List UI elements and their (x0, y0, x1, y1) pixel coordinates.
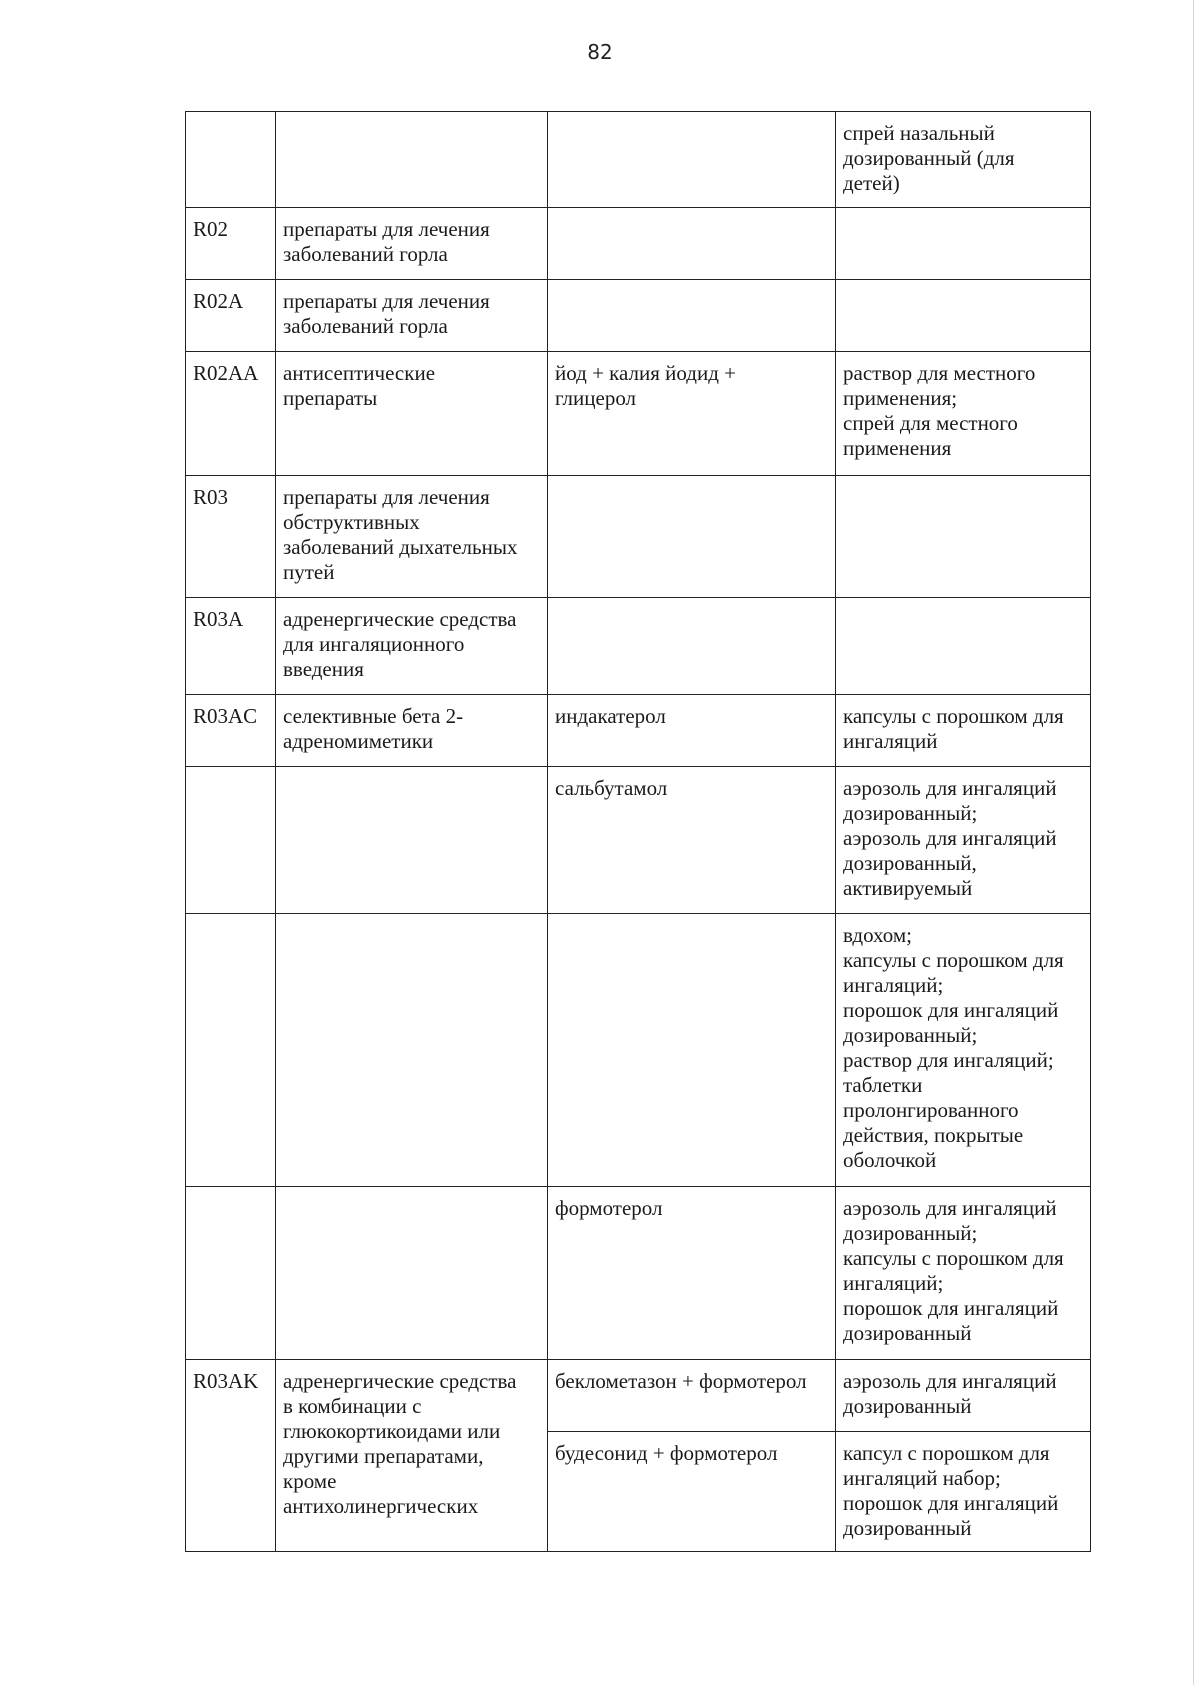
atc-code-cell (186, 112, 276, 208)
table-row (186, 1360, 1091, 1432)
atc-code-cell (186, 914, 276, 1187)
drug-name-cell (548, 476, 836, 598)
drug-name-cell (548, 208, 836, 280)
drug-name-cell: будесонид + формотерол (548, 1432, 836, 1552)
group-name-cell (276, 767, 548, 914)
dosage-form-cell: аэрозоль для ингаляций дозированный; капсулы с порошком для ингаляций; порошок для ингаляций дозированный (836, 1187, 1091, 1360)
dosage-form-cell: аэрозоль для ингаляций дозированный; аэрозоль для ингаляций дозированный, активируемый (836, 767, 1091, 914)
dosage-form-cell: раствор для местного применения; спрей для местного применения (836, 352, 1091, 476)
group-name-cell: антисептические препараты (276, 352, 548, 476)
atc-code-cell: R02A (186, 280, 276, 352)
dosage-form-cell: капсулы с порошком для ингаляций (836, 695, 1091, 767)
table-row (186, 280, 1091, 352)
group-name-cell: препараты для лечения заболеваний горла (276, 280, 548, 352)
atc-code-cell: R03 (186, 476, 276, 598)
dosage-form-cell (836, 208, 1091, 280)
table-row (186, 208, 1091, 280)
table-row (186, 112, 1091, 208)
drug-name-cell (548, 914, 836, 1187)
dosage-form-cell (836, 598, 1091, 695)
drug-name-cell: йод + калия йодид + глицерол (548, 352, 836, 476)
group-name-cell: препараты для лечения заболеваний горла (276, 208, 548, 280)
atc-code-cell: R03A (186, 598, 276, 695)
drug-classification-table (185, 111, 1091, 1552)
scan-edge-line (1193, 0, 1194, 1685)
atc-code-cell (186, 1187, 276, 1360)
group-name-cell: адренергические средства для ингаляционного введения (276, 598, 548, 695)
drug-name-cell: сальбутамол (548, 767, 836, 914)
dosage-form-cell (836, 280, 1091, 352)
drug-name-cell: индакатерол (548, 695, 836, 767)
atc-code-cell: R02 (186, 208, 276, 280)
table-row (186, 476, 1091, 598)
page-number: 82 (587, 40, 613, 64)
table-row (186, 914, 1091, 1187)
group-name-cell: селективные бета 2- адреномиметики (276, 695, 548, 767)
drug-name-cell: формотерол (548, 1187, 836, 1360)
dosage-form-cell: спрей назальный дозированный (для детей) (836, 112, 1091, 208)
table-row (186, 1187, 1091, 1360)
dosage-form-cell: вдохом; капсулы с порошком для ингаляций; порошок для ингаляций дозированный; раствор для ингаляций; таблетки пролонгированного действия, покрытые оболочкой (836, 914, 1091, 1187)
atc-code-cell (186, 767, 276, 914)
group-name-cell (276, 914, 548, 1187)
drug-name-cell: беклометазон + формотерол (548, 1360, 836, 1432)
atc-code-cell: R03AC (186, 695, 276, 767)
table-row (186, 695, 1091, 767)
atc-code-cell: R02AA (186, 352, 276, 476)
dosage-form-cell (836, 476, 1091, 598)
group-name-cell (276, 1187, 548, 1360)
table-row (186, 767, 1091, 914)
group-name-cell: адренергические средства в комбинации с глюкокортикоидами или другими препаратами, кроме антихолинергических (276, 1360, 548, 1552)
drug-name-cell (548, 112, 836, 208)
dosage-form-cell: аэрозоль для ингаляций дозированный (836, 1360, 1091, 1432)
group-name-cell (276, 112, 548, 208)
group-name-cell: препараты для лечения обструктивных заболеваний дыхательных путей (276, 476, 548, 598)
table-row (186, 352, 1091, 476)
dosage-form-cell: капсул с порошком для ингаляций набор; порошок для ингаляций дозированный (836, 1432, 1091, 1552)
drug-name-cell (548, 598, 836, 695)
table-row (186, 598, 1091, 695)
drug-name-cell (548, 280, 836, 352)
atc-code-cell: R03AK (186, 1360, 276, 1552)
